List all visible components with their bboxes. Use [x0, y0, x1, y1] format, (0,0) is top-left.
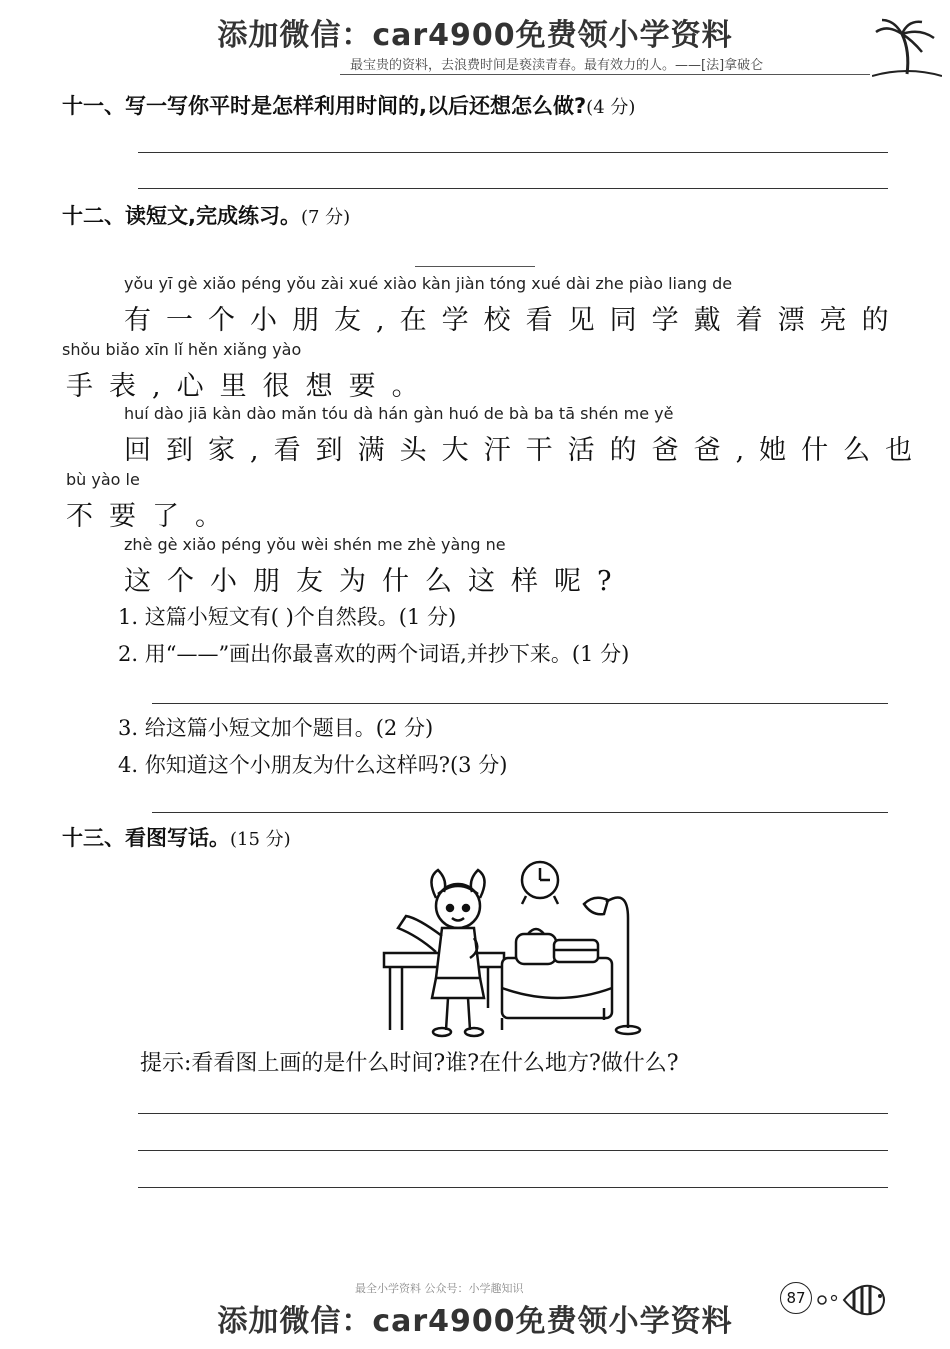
question-4: 4. 你知道这个小朋友为什么这样吗?(3 分)	[118, 753, 508, 777]
title-blank-line[interactable]	[415, 266, 535, 267]
section-11-title: 十一、写一写你平时是怎样利用时间的,以后还想怎么做?(4 分)	[62, 94, 636, 118]
question-2: 2. 用“——”画出你最喜欢的两个词语,并抄下来。(1 分)	[118, 642, 630, 666]
question-3: 3. 给这篇小短文加个题目。(2 分)	[118, 716, 434, 740]
passage-pinyin: shǒu biǎo xīn lǐ hěn xiǎng yào	[62, 340, 302, 359]
passage-pinyin: huí dào jiā kàn dào mǎn tóu dà hán gàn huó de bà ba tā shén me yě	[124, 404, 674, 423]
section-12-title: 十二、读短文,完成练习。(7 分)	[62, 204, 351, 228]
passage-pinyin: bù yào le	[66, 470, 140, 489]
passage-pinyin: zhè gè xiǎo péng yǒu wèi shén me zhè yàng ne	[124, 535, 506, 554]
answer-line[interactable]	[138, 1113, 888, 1114]
passage-line: 回到家,看到满头大汗干活的爸爸,她什么也	[124, 435, 928, 466]
footer-small-text: 最全小学资料 公众号：小学趣知识	[355, 1282, 524, 1295]
passage-line: 手表,心里很想要。	[66, 371, 435, 402]
page-number: 87	[780, 1282, 812, 1314]
writing-hint: 提示:看看图上画的是什么时间?谁?在什么地方?做什么?	[140, 1051, 679, 1076]
header-watermark: 添加微信：car4900免费领小学资料	[217, 18, 733, 53]
answer-line[interactable]	[152, 703, 888, 704]
header-quote: 最宝贵的资料，去浪费时间是亵渎青春。最有效力的人。——[法]拿破仑	[350, 58, 764, 73]
footer-watermark: 添加微信：car4900免费领小学资料	[217, 1304, 733, 1339]
palm-tree-icon	[872, 16, 942, 78]
passage-pinyin: yǒu yī gè xiǎo péng yǒu zài xué xiào kàn jiàn tóng xué dài zhe piào liang de	[124, 274, 733, 293]
girl-bedroom-illustration	[378, 858, 648, 1038]
passage-line: 这个小朋友为什么这样呢?	[124, 566, 628, 597]
passage-line: 有一个小朋友,在学校看见同学戴着漂亮的	[124, 305, 904, 336]
header-divider	[340, 74, 870, 75]
answer-line[interactable]	[138, 1187, 888, 1188]
passage-line: 不要了。	[66, 501, 238, 532]
section-13-title: 十三、看图写话。(15 分)	[62, 826, 291, 850]
answer-line[interactable]	[138, 188, 888, 189]
answer-line[interactable]	[138, 1150, 888, 1151]
answer-line[interactable]	[138, 152, 888, 153]
answer-line[interactable]	[152, 812, 888, 813]
question-1: 1. 这篇小短文有( )个自然段。(1 分)	[118, 605, 457, 629]
